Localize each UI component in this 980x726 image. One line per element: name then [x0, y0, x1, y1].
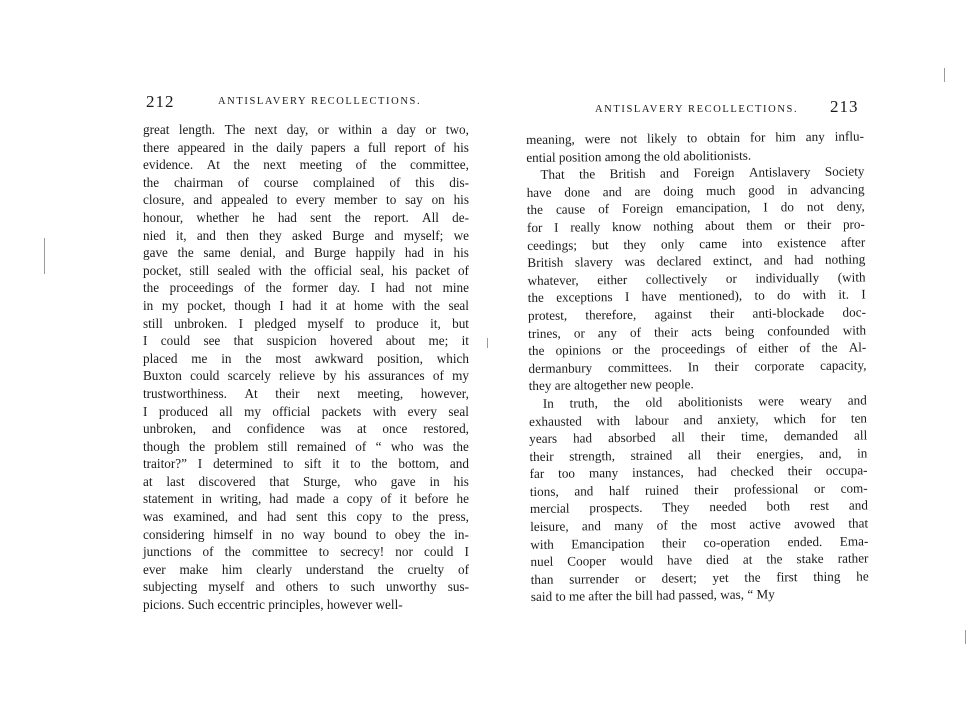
text-line: placed me in the most awkward position, which: [143, 350, 469, 366]
text-line: considering himself in no way bound to obey the in-: [143, 526, 469, 542]
text-line: the cause of Foreign emancipation, I do not deny,: [526, 198, 865, 218]
running-header: ANTISLAVERY RECOLLECTIONS.: [218, 96, 422, 107]
right-page-text: [526, 127, 869, 606]
text-line: the chairman of course complained of this dis-: [143, 174, 469, 190]
text-line: said to me after the bill had passed, was, “ My: [530, 586, 775, 605]
text-line: honour, whether he had sent the report. All de-: [143, 209, 469, 225]
text-line: I could see that suspicion hovered about me; it: [143, 333, 469, 349]
text-line: mercial prospects. They needed both rest and: [529, 497, 869, 517]
text-line: years had absorbed all their time, demanded all: [529, 427, 868, 447]
text-line: there appeared in the daily papers a full report of his: [143, 139, 469, 155]
text-line: closure, and appealed to every member to say on his: [143, 192, 469, 208]
scan-speck: [944, 68, 945, 82]
scan-speck: [965, 630, 966, 644]
text-line: they are altogether new people.: [528, 376, 694, 394]
text-line: protest, therefore, against their anti-blockade doc-: [527, 304, 866, 323]
text-line: unbroken, and confidence was at once restored,: [143, 421, 469, 437]
text-line: in my pocket, though I had it at home with the seal: [143, 297, 469, 313]
text-line: exhausted with labour and anxiety, which for ten: [528, 409, 868, 429]
text-line: nuel Cooper would have died at the stake rather: [530, 550, 869, 570]
text-line: statement in writing, had made a copy of it before he: [143, 491, 469, 507]
text-line: ceedings; but they only came into existence after: [527, 234, 866, 253]
text-line: though the problem still remained of “ who was the: [143, 438, 469, 454]
text-line: gave the same denial, and Burge happily had in his: [143, 245, 469, 261]
text-line: That the British and Foreign Antislavery Society: [540, 163, 865, 183]
text-line: ever make him clearly understand the cruelty of: [143, 561, 469, 577]
text-line: pocket, still sealed with the official seal, his packet of: [143, 262, 469, 278]
text-line: still unbroken. I pledged myself to produce it, but: [143, 315, 469, 331]
text-line: the proceedings of the former day. I had not mine: [143, 280, 469, 296]
text-line: the opinions or the proceedings of either of the Al-: [528, 339, 867, 359]
text-line: junctions of the committee to secrecy! nor could I: [143, 544, 469, 560]
text-line: nied it, and then they asked Burge and myself; we: [143, 227, 469, 243]
text-line: meaning, were not likely to obtain for him any influ-: [526, 128, 865, 147]
text-line: dermanbury committees. In their corporate capacity,: [528, 357, 867, 376]
text-line: great length. The next day, or within a day or two,: [143, 122, 469, 137]
text-line: In truth, the old abolitionists were weary and: [542, 392, 867, 411]
text-line: British slavery was declared extinct, and had nothing: [527, 251, 866, 271]
text-line: traitor?” I determined to sift it to the bottom, and: [143, 456, 469, 472]
text-line: have done and are doing much good in advancing: [526, 181, 865, 200]
text-line: was examined, and had sent this copy to the press,: [143, 509, 469, 525]
text-line: far too many instances, had checked their occupa-: [529, 462, 868, 482]
text-line: with Emancipation their co-operation ended. Ema-: [530, 533, 869, 552]
scan-speck: [44, 238, 45, 274]
text-line: than surrender or desert; yet the first thing he: [530, 568, 869, 587]
text-line: at last discovered that Sturge, who gave in his: [143, 473, 469, 489]
text-line: subjecting myself and others to such unworthy sus-: [143, 579, 469, 595]
scan-speck: [487, 338, 488, 348]
text-line: ential position among the old abolitionists.: [526, 147, 752, 165]
text-line: tions, and half ruined their professional or com-: [529, 480, 868, 499]
page-number: 213: [830, 97, 859, 116]
text-line: for I really know nothing about them or their pro-: [526, 216, 865, 235]
text-line: trines, or any of their acts being confounded with: [528, 321, 867, 341]
right-page: [490, 0, 980, 726]
text-line: the exceptions I have mentioned), to do with it. I: [527, 286, 866, 306]
running-header: ANTISLAVERY RECOLLECTIONS.: [595, 104, 799, 115]
left-page-text: [143, 121, 469, 614]
text-line: trustworthiness. At their next meeting, however,: [143, 385, 469, 401]
page-number: 212: [146, 92, 175, 111]
text-line: their strength, strained all their energies, and, in: [529, 445, 868, 464]
text-line: evidence. At the next meeting of the committee,: [143, 157, 469, 173]
text-line: whatever, either collectively or individually (with: [527, 269, 866, 288]
text-line: I produced all my official packets with every seal: [143, 403, 469, 419]
text-line: leisure, and many of the most active avowed that: [530, 515, 869, 535]
text-line: picions. Such eccentric principles, however well-: [143, 597, 403, 613]
text-line: Buxton could scarcely relieve by his assurances of my: [143, 368, 469, 384]
